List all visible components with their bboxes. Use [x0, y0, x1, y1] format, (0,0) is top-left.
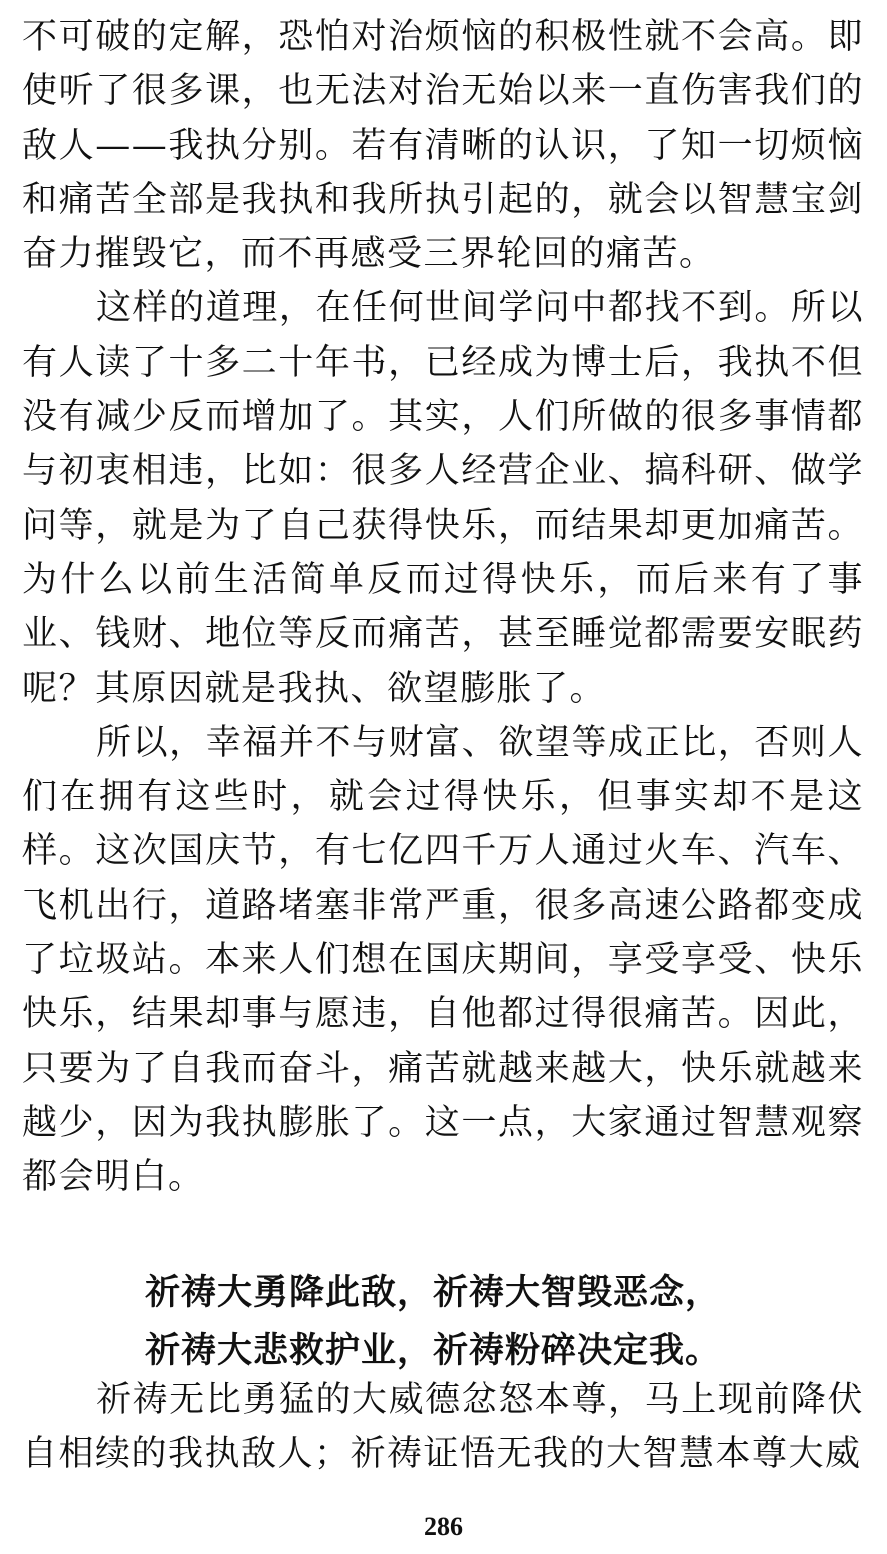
verse-line-2: 祈祷大悲救护业，祈祷粉碎决定我。	[145, 1330, 722, 1371]
paragraph-3: 所以，幸福并不与财富、欲望等成正比，否则人们在拥有这些时，就会过得快乐，但事实却不是这样。这次国庆节，有七亿四千万人通过火车、汽车、飞机出行，道路堵塞非常严重，很多高速公路都变成了垃圾站。本来人们想在国庆期间，享受享受、快乐快乐，结果却事与愿违，自他都过得很痛苦。因此，只要为了自我而奋斗，痛苦就越来越大，快乐就越来越少，因为我执膨胀了。这一点，大家通过智慧观察都会明白。	[22, 722, 864, 1198]
body-text	[22, 10, 864, 1205]
page-number: 286	[424, 1512, 463, 1541]
paragraph-2: 这样的道理，在任何世间学问中都找不到。所以有人读了十多二十年书，已经成为博士后，我执不但没有减少反而增加了。其实，人们所做的很多事情都与初衷相违，比如：很多人经营企业、搞科研、做学问等，就是为了自己获得快乐，而结果却更加痛苦。为什么以前生活简单反而过得快乐，而后来有了事业、钱财、地位等反而痛苦，甚至睡觉都需要安眠药呢？其原因就是我执、欲望膨胀了。	[22, 288, 864, 709]
paragraph-1: 不可破的定解，恐怕对治烦恼的积极性就不会高。即使听了很多课，也无法对治无始以来一直伤害我们的敌人——我执分别。若有清晰的认识，了知一切烦恼和痛苦全部是我执和我所执引起的，就会以智慧宝剑奋力摧毁它，而不再感受三界轮回的痛苦。	[22, 17, 864, 275]
verse-line-1: 祈祷大勇降此敌，祈祷大智毁恶念，	[145, 1272, 722, 1313]
tail-text	[22, 1373, 864, 1482]
verse-block	[145, 1264, 845, 1380]
paragraph-4: 祈祷无比勇猛的大威德忿怒本尊，马上现前降伏自相续的我执敌人；祈祷证悟无我的大智慧本尊大威	[22, 1380, 864, 1475]
